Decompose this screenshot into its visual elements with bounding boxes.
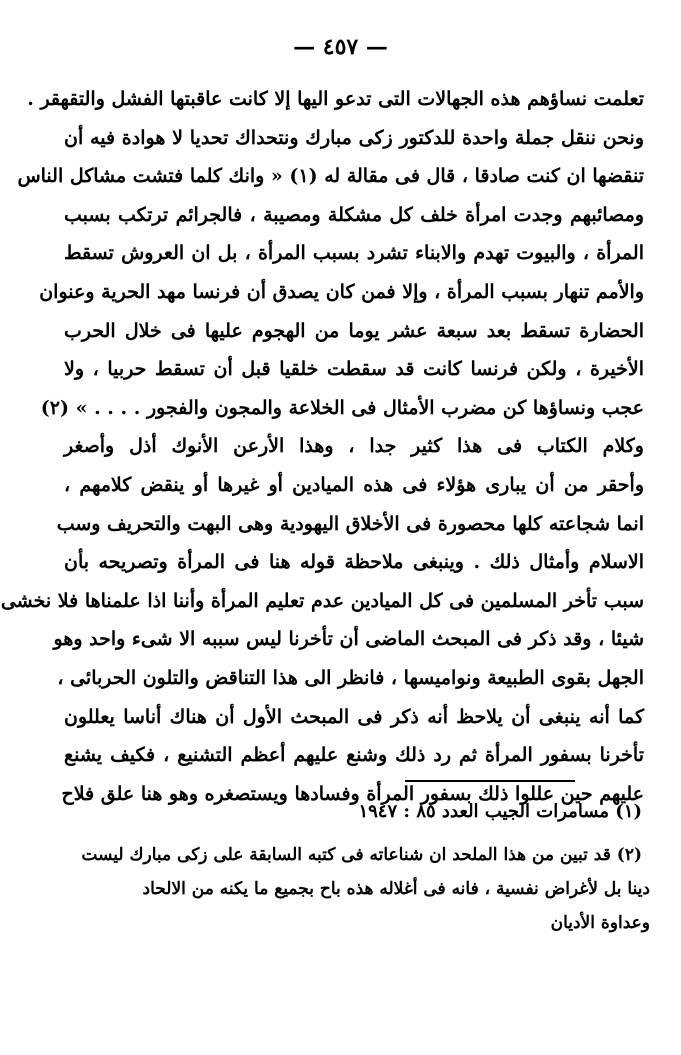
text-line: الحضارة تسقط بعد سبعة عشر يوما من الهجوم عليها فى خلال الحرب: [64, 319, 644, 342]
text-line: الأخيرة ، ولكن فرنسا كانت قد سقطت خلقيا قبل أن تسقط حربيا ، ولا: [64, 358, 644, 381]
footnote-2-line: وعداوة الأديان: [550, 913, 650, 933]
main-text-block: [0, 80, 644, 813]
text-line: ومصائبهم وجدت امرأة خلف كل مشكلة ومصيبة ، فالجرائم ترتكب بسبب: [64, 203, 644, 226]
text-line: والأمم تنهار بسبب المرأة ، وإلا فمن كان يصدق أن فرنسا مهد الحرية وعنوان: [39, 280, 644, 303]
text-line: الاسلام وأمثال ذلك . وينبغى ملاحظة قوله هنا فى المرأة وتصريحه بأن: [64, 551, 644, 574]
text-line: الجهل بقوى الطبيعة ونواميسها ، فانظر الى هذا التناقض والتلون الحربائى ،: [57, 666, 644, 689]
text-line: ونحن ننقل جملة واحدة للدكتور زكى مبارك ونتحداك تحديا لا هوادة فيه أن: [64, 126, 644, 149]
footnote-2-line: (٢) قد تبين من هذا الملحد ان شناعاته فى كتبه السابقة على زكى مبارك ليست: [81, 845, 642, 865]
text-line: وأحقر من أن يبارى هؤلاء فى هذه الميادين أو غيرها أو ينقض كلامهم ،: [64, 473, 644, 496]
text-line: شيئا ، وقد ذكر فى المبحث الماضى أن تأخرنا ليس سببه الا شىء واحد وهو: [53, 628, 644, 651]
footnote-separator: [405, 780, 575, 782]
footnote-2-line: دينا بل لأغراض نفسية ، فانه فى أغلاله هذه باح بجميع ما يكنه من الالحاد: [142, 879, 650, 899]
text-line: انما شجاعته كلها محصورة فى الأخلاق اليهودية وهى البهت والتحريف وسب: [56, 512, 644, 535]
footnotes: [60, 792, 650, 940]
text-line: كما أنه ينبغى أن يلاحظ أنه ذكر فى المبحث الأول أن هناك أناسا يعللون: [64, 705, 644, 728]
footnote-1: (١) مسامرات الجيب العدد ٨٥ : ١٩٤٧: [358, 801, 642, 822]
text-line: تأخرنا بسفور المرأة ثم رد ذلك وشنع عليهم أعظم التشنيع ، فكيف يشنع: [64, 744, 644, 767]
text-line: عليهم حين عللوا ذلك بسفور المرأة وفسادها ويستصغره وهو هنا علق فلاح: [61, 782, 644, 805]
text-line: وكلام الكتاب فى هذا كثير جدا ، وهذا الأرعن الأنوك أذل وأصغر: [64, 435, 644, 458]
page-number: — ٤٥٧ —: [293, 34, 388, 60]
text-line: تنقضها ان كنت صادقا ، قال فى مقالة له (١) « وانك كلما فتشت مشاكل الناس: [17, 165, 644, 188]
text-line: سبب تأخر المسلمين فى كل الميادين عدم تعليم المرأة وأننا اذا علمناها فلا نخشى: [0, 589, 644, 612]
text-line: المرأة ، والبيوت تهدم والابناء تشرد بسبب المرأة ، بل ان العروش تسقط: [64, 242, 644, 265]
text-line: عجب ونساؤها كن مضرب الأمثال فى الخلاعة والمجون والفجور . . . . » (٢): [40, 396, 644, 419]
text-line: تعلمت نساؤهم هذه الجهالات التى تدعو اليها إلا كانت عاقبتها الفشل والتقهقر .: [27, 88, 644, 110]
